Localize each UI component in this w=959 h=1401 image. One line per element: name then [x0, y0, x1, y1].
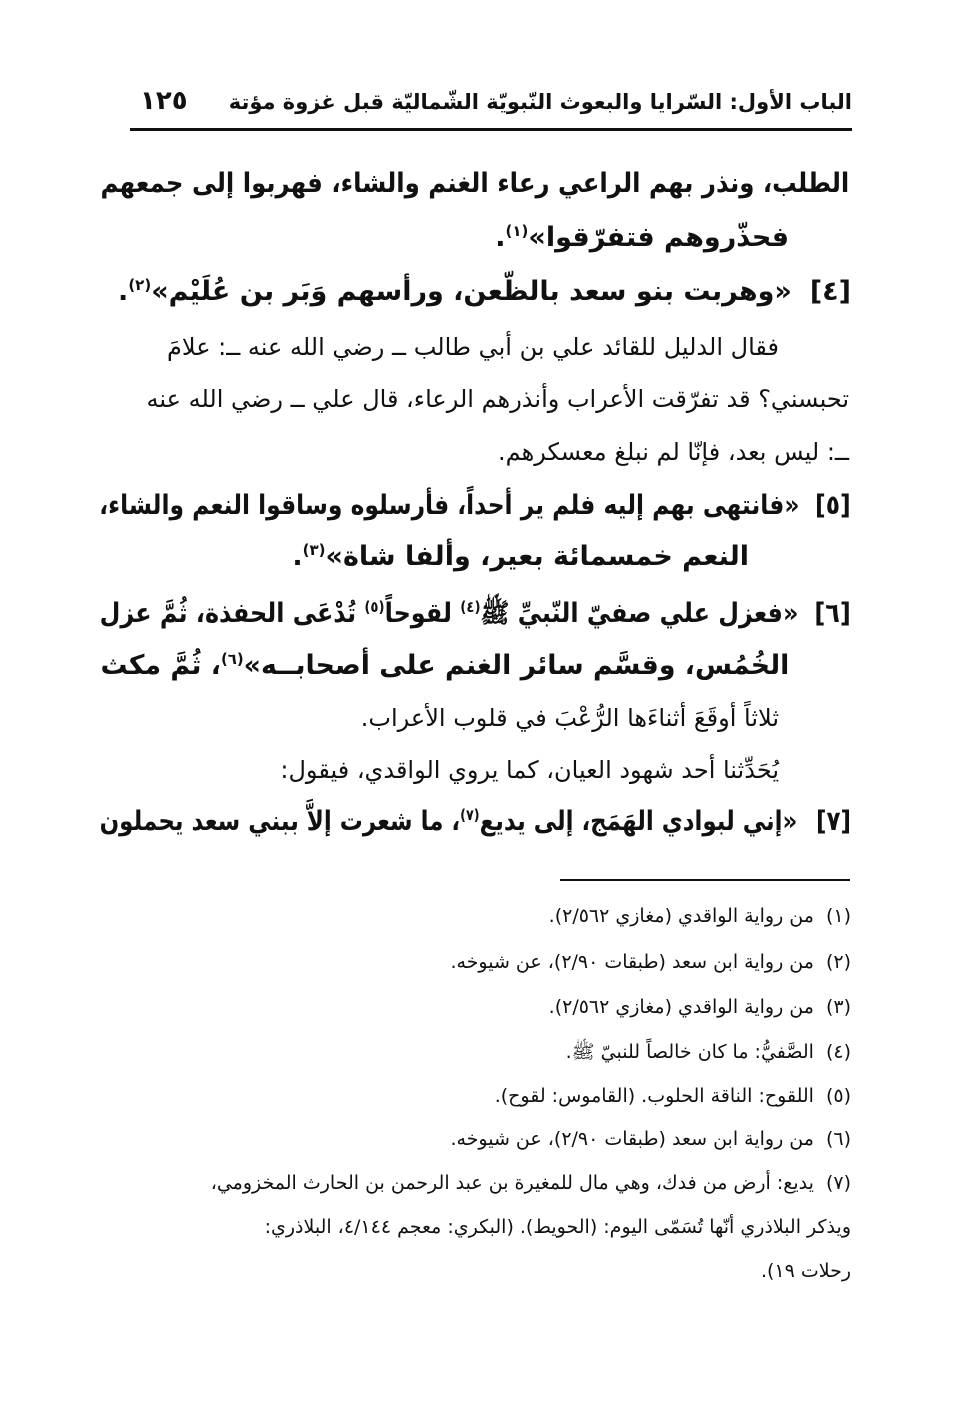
- footnote-divider: [560, 879, 850, 881]
- footnote-ref-1[interactable]: (١): [505, 222, 529, 240]
- footnote-ref-4[interactable]: (٤): [460, 598, 481, 616]
- footnote-ref-3[interactable]: (٣): [302, 541, 326, 559]
- text-line-9: [٦]«فعزل علي صفيّ النّبيِّ ﷺ$^{(٤)}$ لقوحاً$^{(٥)}$ تُدْعَى الحفذة، ثُمَّ عزل: [99, 598, 851, 629]
- footnote-7-continued-2: رحلات ١٩).: [760, 1260, 851, 1282]
- text-line-10: الخُمُس، وقسَّم سائر الغنم على أصحابــه»$^{(٦)}$، ثُمَّ مكث: [100, 650, 789, 681]
- paragraph-marker-4: [٤]: [809, 276, 851, 307]
- footnote-4: (٤)الصَّفيُّ: ما كان خالصاً للنبيّ ﷺ.: [565, 1041, 851, 1063]
- text-line-13: [٧]«إني لبوادي الهَمَج، إلى يديع$^{(٧)}$، ما شعرت إلاَّ ببني سعد يحملون: [99, 806, 851, 837]
- footnote-7-continued: ويذكر البلاذري أنّها تُسَمّى اليوم: (الحويط). (البكري: معجم ٤/١٤٤، البلاذري:: [264, 1216, 851, 1238]
- text-line-8: النعم خمسمائة بعير، وألفا شاة»$^{(٣)}$.: [292, 541, 749, 572]
- header-divider: [130, 128, 852, 131]
- paragraph-marker-7: [٧]: [816, 806, 851, 837]
- text-line-4: فقال الدليل للقائد علي بن أبي طالب ــ رضي الله عنه ــ: علامَ: [167, 333, 779, 361]
- footnote-7: (٧)يديع: أرض من فدك، وهي مال للمغيرة بن عبد الرحمن بن الحارث المخزومي،: [210, 1172, 851, 1194]
- paragraph-marker-5: [٥]: [815, 490, 851, 521]
- footnote-ref-2[interactable]: (٢): [128, 276, 152, 294]
- paragraph-marker-6: [٦]: [814, 598, 851, 629]
- chapter-title: الباب الأول: السّرايا والبعوث النّبويّة الشّماليّة قبل غزوة مؤتة: [228, 90, 852, 114]
- page-number: ١٢٥: [140, 86, 188, 116]
- footnote-5: (٥)اللقوح: الناقة الحلوب. (القاموس: لقوح).: [494, 1085, 851, 1107]
- text-line-3: [٤]«وهربت بنو سعد بالظّعن، ورأسهم وَبَر بن عُلَيْم»$^{(٢)}$.: [118, 276, 851, 307]
- text-line-6: ــ: ليس بعد، فإنّا لم نبلغ معسكرهم.: [498, 438, 849, 466]
- footnote-6: (٦)من رواية ابن سعد (طبقات ٢/٩٠)، عن شيوخه.: [450, 1128, 851, 1150]
- text-line-5: تحبسني؟ قد تفرّقت الأعراب وأنذرهم الرعاء، قال علي ــ رضي الله عنه: [146, 385, 849, 413]
- footnote-ref-7[interactable]: (٧): [460, 806, 480, 824]
- text-line-12: يُحَدِّثنا أحد شهود العيان، كما يروي الواقدي، فيقول:: [280, 756, 779, 784]
- text-line-7: [٥]«فانتهى بهم إليه فلم ير أحداً، فأرسلوه وساقوا النعم والشاء،: [99, 490, 851, 521]
- footnote-3: (٣)من رواية الواقدي (مغازي ٢/٥٦٢).: [548, 996, 851, 1018]
- footnote-ref-6[interactable]: (٦): [220, 650, 244, 668]
- page-header: [130, 86, 852, 134]
- footnote-2: (٢)من رواية ابن سعد (طبقات ٢/٩٠)، عن شيوخه.: [450, 951, 851, 973]
- footnote-ref-5[interactable]: (٥): [364, 598, 385, 616]
- text-line-2: فحذّروهم فتفرّقوا»$^{(١)}$.: [495, 222, 789, 253]
- footnote-1: (١)من رواية الواقدي (مغازي ٢/٥٦٢).: [548, 905, 851, 927]
- text-line-11: ثلاثاً أوقَعَ أثناءَها الرُّعْبَ في قلوب الأعراب.: [360, 704, 779, 732]
- text-line-1: الطلب، ونذر بهم الراعي رعاء الغنم والشاء، فهربوا إلى جمعهم: [100, 168, 849, 199]
